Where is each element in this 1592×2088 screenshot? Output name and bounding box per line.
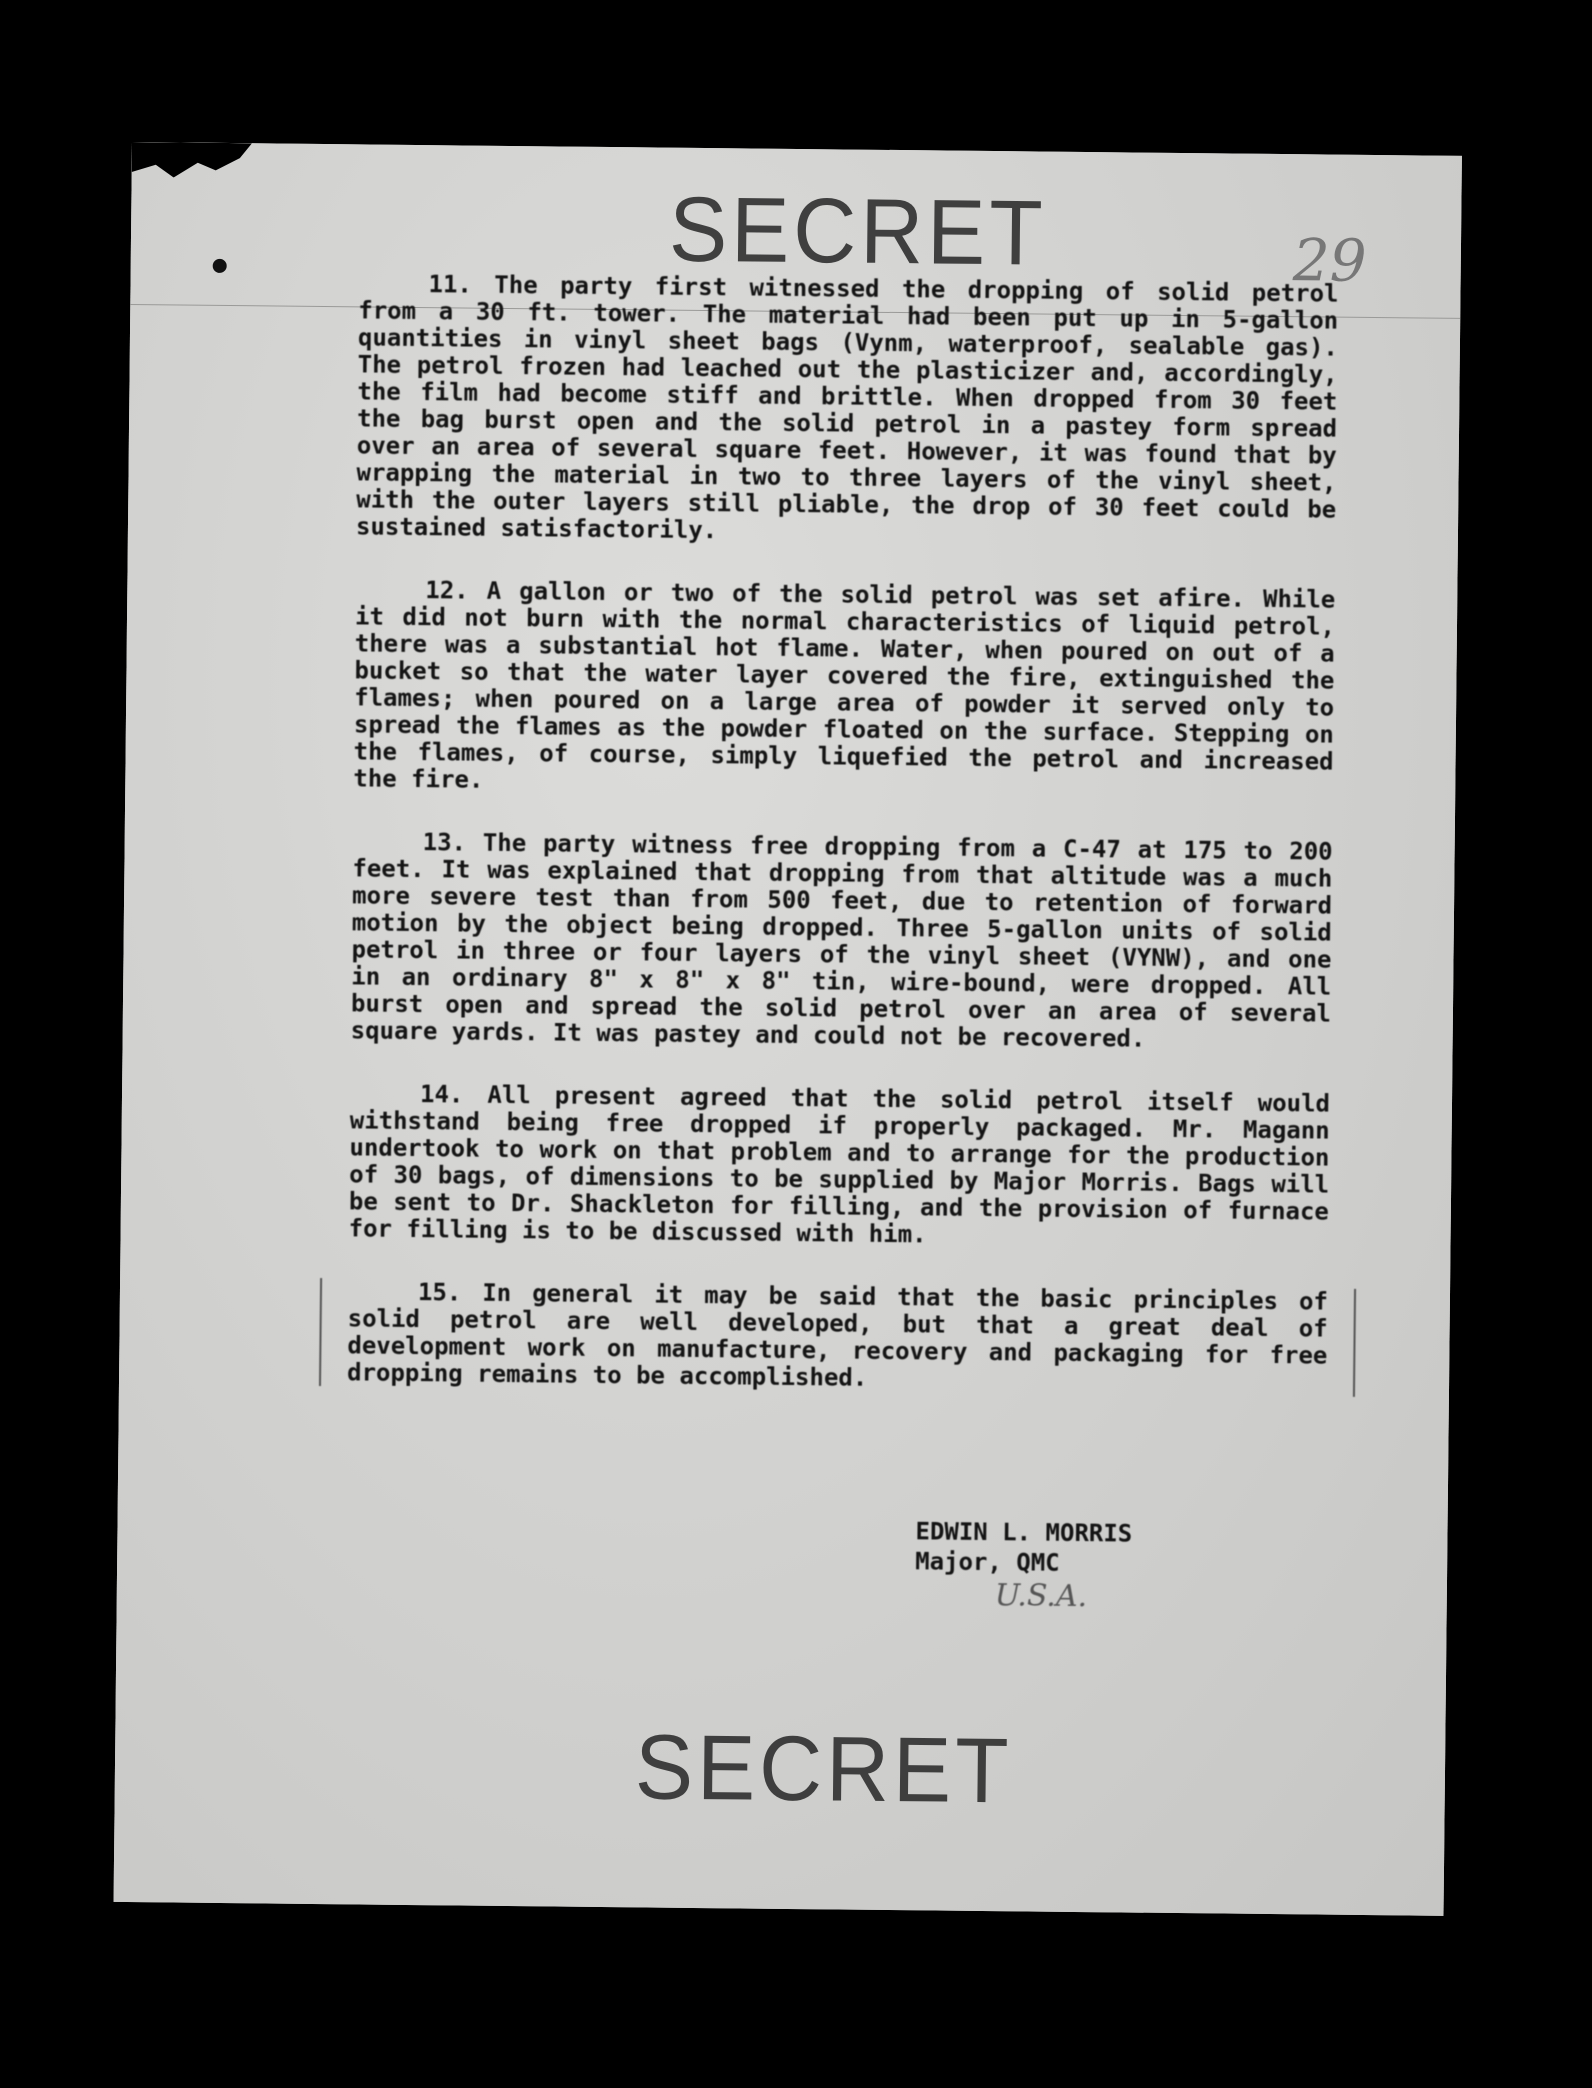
paragraph-15: 15. In general it may be said that the basic principles of solid petrol are well developed, but that a great deal of development work on manufacture, recovery and packaging for free dropping remains to be accomplished. bbox=[319, 1278, 1356, 1397]
paragraph-14: 14. All present agreed that the solid petrol itself would withstand being free dropped if properly packaged. Mr. Magann undertook to work on that problem and to arrange for the production of 30 bags, of dimensions to be supplied by Major Morris. Bags will be sent to Dr. Shackleton for filling, and the provision of furnace for filling is to be discussed with him. bbox=[348, 1080, 1331, 1249]
document-page bbox=[114, 142, 1462, 1916]
secret-stamp-bottom: SECRET bbox=[634, 1716, 1013, 1823]
paragraph-11: 11. The party first witnessed the dropping of solid petrol from a 30 ft. tower. The material had been put up in 5-gallon quantities in vinyl sheet bags (Vynm, waterproof, sealable gas). The petrol frozen had leached out the plasticizer and, accordingly, the film had become stiff and brittle. When dropped from 30 feet the bag burst open and the solid petrol in a pastey form spread over an area of several square feet. However, it was found that by wrapping the material in two to three layers of the vinyl sheet, with the outer layers still pliable, the drop of 30 feet could be sustained satisfactorily. bbox=[355, 270, 1339, 545]
page-number: 29 bbox=[1292, 226, 1367, 295]
paragraph-13: 13. The party witness free dropping from a C-47 at 175 to 200 feet. It was explained that dropping from that altitude was a much more severe test than from 500 feet, due to retention of forward motion by the object being dropped. Three 5-gallon units of solid petrol in three or four layers of the vinyl sheet (VYNW), and one in an ordinary 8" x 8" x 8" tin, wire-bound, were dropped. All burst open and spread the solid petrol over an area of several square yards. It was pastey and could not be recovered. bbox=[350, 828, 1333, 1053]
punch-hole bbox=[213, 259, 227, 273]
paragraph-12: 12. A gallon or two of the solid petrol was set afire. While it did not burn with the normal characteristics of liquid petrol, there was a substantial hot flame. Water, when poured on out of a bucket so that the water layer covered the fire, extinguished the flames; when poured on a large area of powder it served only to spread the flames as the powder floated on the surface. Stepping on the flames, of course, simply liquefied the petrol and increased the fire. bbox=[353, 576, 1336, 794]
signer-name: EDWIN L. MORRIS bbox=[915, 1517, 1133, 1548]
handwritten-note: U.S.A. bbox=[994, 1578, 1088, 1615]
signer-title: Major, QMC bbox=[915, 1547, 1060, 1577]
secret-stamp-top: SECRET bbox=[668, 178, 1047, 285]
document-body bbox=[347, 270, 1339, 1432]
torn-corner bbox=[131, 142, 252, 193]
signature-block bbox=[915, 1516, 1133, 1615]
